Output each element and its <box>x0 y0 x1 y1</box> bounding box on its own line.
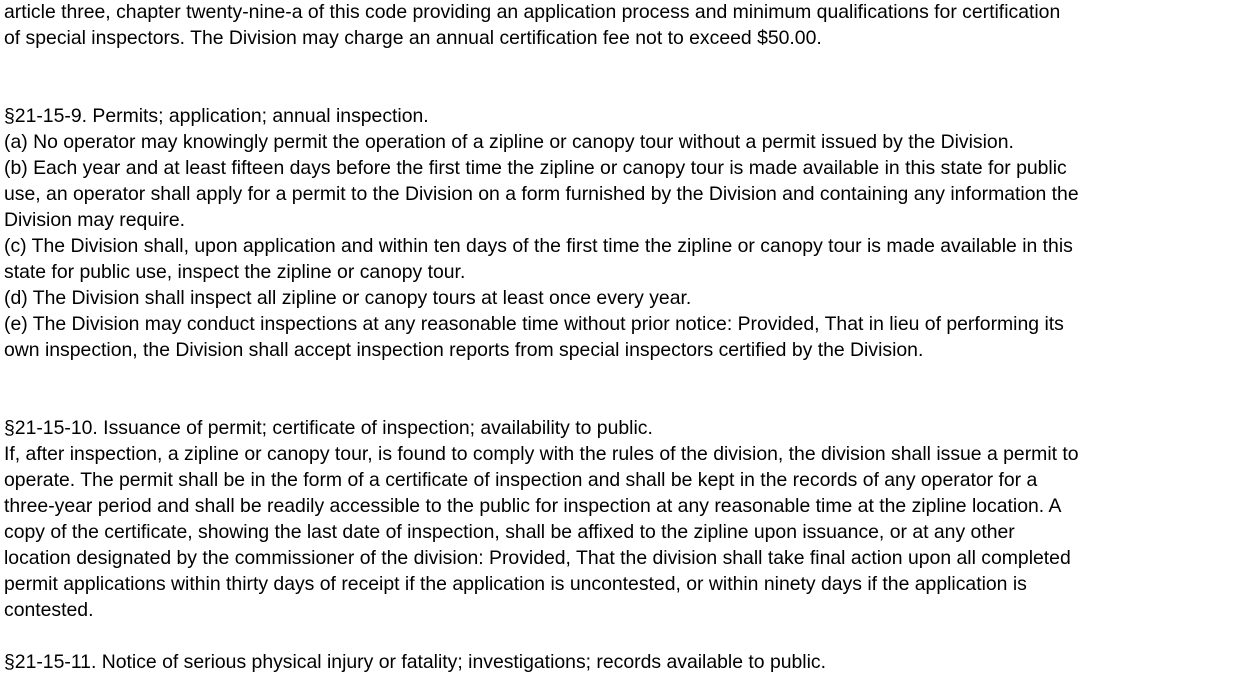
text-line: state for public use, inspect the zipline or canopy tour. <box>4 261 466 283</box>
text-line: three-year period and shall be readily accessible to the public for inspection at any reasonable time at the zipline location. A <box>4 495 1062 517</box>
text-line: contested. <box>4 599 94 621</box>
section-heading: §21-15-10. Issuance of permit; certificate of inspection; availability to public. <box>4 417 653 439</box>
text-line: of special inspectors. The Division may charge an annual certification fee not to exceed $50.00. <box>4 27 822 49</box>
section-21-15-10 <box>4 415 1255 623</box>
section-heading: §21-15-11. Notice of serious physical injury or fatality; investigations; records available to public. <box>4 651 826 673</box>
text-line: location designated by the commissioner of the division: Provided, That the division shall take final action upon all completed <box>4 547 1071 569</box>
spacer <box>4 623 1255 649</box>
spacer <box>4 77 1255 103</box>
spacer <box>4 389 1255 415</box>
text-line: (c) The Division shall, upon application and within ten days of the first time the zipline or canopy tour is made available in this <box>4 235 1073 257</box>
text-line: (e) The Division may conduct inspections at any reasonable time without prior notice: Provided, That in lieu of performing its <box>4 313 1064 335</box>
section-21-15-9 <box>4 103 1255 363</box>
text-line: Division may require. <box>4 209 186 231</box>
text-line: (a) No operator may knowingly permit the operation of a zipline or canopy tour without a permit issued by the Division. <box>4 131 1014 153</box>
text-line: operate. The permit shall be in the form of a certificate of inspection and shall be kept in the records of any operator for a <box>4 469 1038 491</box>
text-line: own inspection, the Division shall accept inspection reports from special inspectors certified by the Division. <box>4 339 924 361</box>
section-21-15-11 <box>4 649 1255 675</box>
section-heading: §21-15-9. Permits; application; annual inspection. <box>4 105 429 127</box>
spacer <box>4 363 1255 389</box>
text-line: article three, chapter twenty-nine-a of this code providing an application process and minimum qualifications for certification <box>4 1 1061 23</box>
text-line: use, an operator shall apply for a permit to the Division on a form furnished by the Division and containing any information the <box>4 183 1079 205</box>
text-line: permit applications within thirty days of receipt if the application is uncontested, or within ninety days if the application is <box>4 573 1027 595</box>
intro-paragraph <box>4 0 1255 51</box>
spacer <box>4 51 1255 77</box>
text-line: (d) The Division shall inspect all zipline or canopy tours at least once every year. <box>4 287 692 309</box>
text-line: (b) Each year and at least fifteen days before the first time the zipline or canopy tour is made available in this state for public <box>4 157 1067 179</box>
text-line: If, after inspection, a zipline or canopy tour, is found to comply with the rules of the division, the division shall issue a permit to <box>4 443 1079 465</box>
text-line: copy of the certificate, showing the last date of inspection, shall be affixed to the zipline upon issuance, or at any other <box>4 521 1015 543</box>
